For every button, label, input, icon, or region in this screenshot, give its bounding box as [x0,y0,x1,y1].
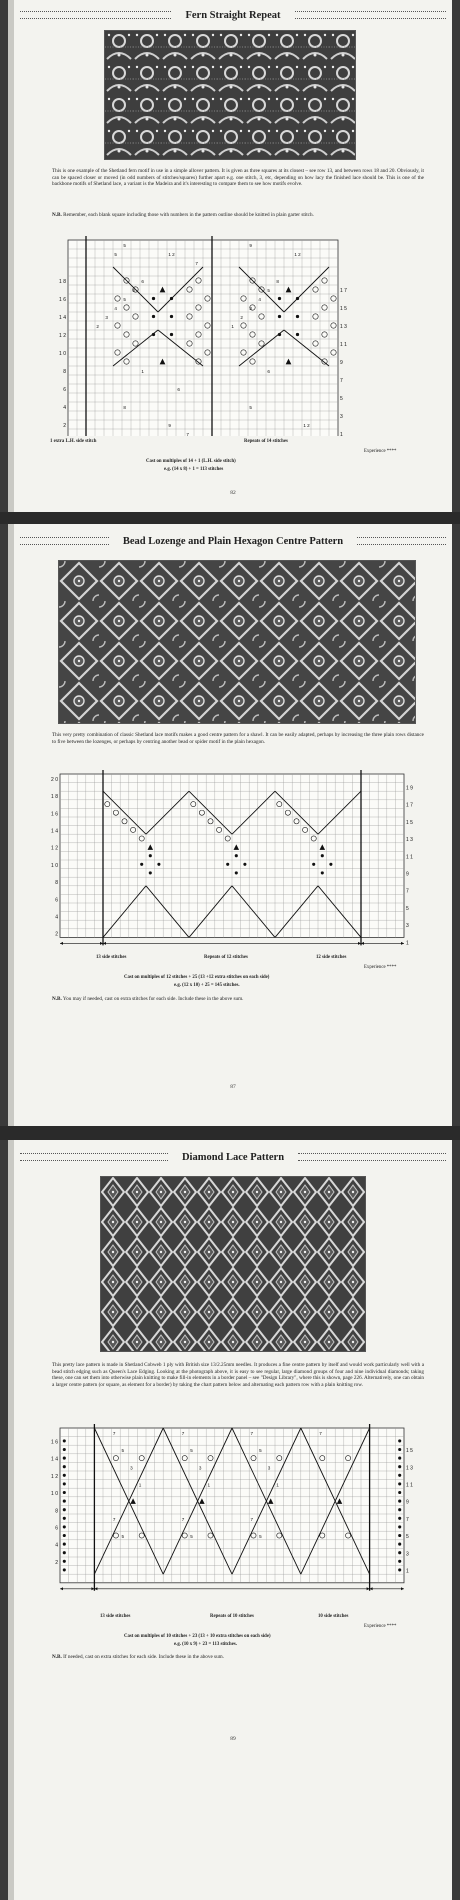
bead-symbol [170,333,173,336]
stitch-count-number: 5 [123,243,126,249]
row-number-right: 5 [406,905,409,912]
row-number-left: 2 [63,423,66,430]
row-number-left: 1 0 [51,1491,58,1498]
stitch-count-number: 5 [121,1448,125,1454]
stitch-count-number: 3 [105,315,108,321]
stitch-count-number: 3 [130,1465,133,1471]
stitch-count-number: 7 [319,1430,322,1436]
row-number-right: 1 [406,940,409,947]
title-ornament-right [295,11,446,19]
row-number-right: 5 [340,396,343,403]
nb-note [52,212,424,219]
bead-symbol [63,1517,66,1520]
stitch-count-number: 5 [249,405,252,411]
bead-symbol [329,863,332,866]
description-text: This pretty lace pattern is made in Shetland Cobweb 1 ply with British size 13/2.25mm needles. It produces a fine centre pattern by itself and would work particularly well with a bead stitch edging such as Queen's Lace Edging. Looking at the photograph above, it is easy to see regular, large diamond groups of four and nine individual diamonds; taking these, one can set them into otherwise plain knitting to make fill-in elements in a border panel – see "Design Library", where this is shown, page 226. Alternatively, one can obtain a larger centre pattern (or square, as element for a border) by taking the chart pattern below and alternating each pattern row with a plain knitting row. [52,1362,424,1388]
bead-symbol [321,871,324,874]
stitch-count-number: 7 [181,1430,185,1436]
row-number-right: 1 [406,1568,409,1575]
bead-symbol [398,1448,401,1451]
row-number-right: 5 [406,1534,409,1541]
bead-symbol [149,854,152,857]
bead-symbol [63,1525,66,1528]
knitting-chart [48,770,428,950]
bead-symbol [398,1457,401,1460]
page-number: 82 [230,490,236,496]
page-gap [0,1126,460,1140]
bead-symbol [63,1457,66,1460]
bead-symbol [398,1439,401,1442]
bead-symbol [63,1543,66,1546]
knitting-chart [48,1424,428,1610]
stitch-count-number: 8 [123,405,126,411]
example-text: e.g. (12 x 10) + 25 = 145 stitches. [174,983,240,988]
title-ornament-right [357,537,446,545]
row-number-right: 1 [340,432,343,436]
nb-text: Remember, each blank square including those with numbers in the pattern outline should be knitted in plain garter stitch. [63,212,314,218]
bead-symbol [63,1500,66,1503]
stitch-count-number: 6 [267,369,270,375]
experience-label: Experience **** [364,965,397,970]
bead-symbol [157,863,160,866]
page-title: Fern Straight Repeat [185,9,281,21]
row-number-right: 1 5 [406,1448,413,1455]
stitch-count-number: 5 [190,1448,193,1454]
stitch-count-number: 3 [267,1465,271,1471]
cast-on-text: Cast on multiples of 14 + 1 (L.H. side stitch) [146,459,236,464]
page-fern [8,0,452,512]
row-number-right: 9 [340,360,343,367]
row-number-right: 1 3 [406,837,413,844]
row-number-left: 4 [63,405,66,412]
nb-text: If needed, cast on extra stitches for each side. Include these in the above sum. [63,1654,225,1660]
bead-symbol [235,871,238,874]
example-text: e.g. (14 x 8) + 1 = 113 stitches [164,467,224,472]
stitch-count-number: 3 [198,1465,202,1471]
stitch-count-number: 1 2 [294,252,301,258]
bead-symbol [398,1482,401,1485]
stitch-count-number: 9 [249,243,252,249]
row-number-left: 1 2 [51,1473,58,1480]
stitch-count-number: 4 [258,297,261,303]
row-number-left: 1 0 [51,862,58,869]
bead-symbol [278,333,281,336]
stitch-count-number: 7 [112,1516,116,1522]
stitch-count-number: 5 [114,252,117,258]
row-number-right: 1 5 [340,306,347,313]
row-number-left: 6 [55,1525,58,1532]
stitch-count-number: 7 [195,261,198,267]
page-number: 87 [230,1084,236,1090]
row-number-left: 2 [55,1559,58,1566]
bead-symbol [321,854,324,857]
bead-symbol [63,1448,66,1451]
nb-label: N.B. [52,212,62,218]
stitch-count-number: 7 [112,1430,116,1436]
lace-photo [100,1176,366,1352]
stitch-count-number: 6 [177,387,180,393]
stitch-count-number: 1 [138,1482,142,1488]
experience-label: Experience **** [364,1624,397,1629]
stitch-count-number: 1 [207,1482,211,1488]
row-number-left: 8 [55,880,58,887]
stitch-count-number: 5 [267,288,270,294]
row-number-left: 1 2 [51,845,58,852]
row-number-right: 1 3 [340,324,347,331]
bead-symbol [170,297,173,300]
left-side-label: 13 side stitches [96,955,127,960]
bead-symbol [63,1534,66,1537]
chart-grid [48,234,428,436]
grid-lines [60,1424,404,1591]
stitch-count-number: 6 [132,288,135,294]
nb-note [52,1654,424,1661]
row-number-right: 1 1 [406,854,413,861]
title-row [14,530,452,552]
bead-symbol [398,1465,401,1468]
lace-photo [58,560,416,724]
title-ornament-left [20,537,109,545]
row-number-right: 9 [406,1499,409,1506]
bead-symbol [140,863,143,866]
nb-text: You may if needed, cast on extra stitches for each side. Include these in the above sum. [62,996,244,1002]
row-number-left: 1 8 [59,279,66,286]
row-number-right: 3 [406,923,409,930]
bead-symbol [398,1525,401,1528]
bead-symbol [63,1491,66,1494]
bead-symbol [398,1560,401,1563]
stitch-count-number: 2 [240,315,243,321]
row-number-left: 6 [63,387,66,394]
stitch-count-number: 6 [141,279,144,285]
cast-on-text: Cast on multiples of 10 stitches + 23 (13 + 10 extra stitches on each side) [124,1634,271,1639]
bead-symbol [63,1439,66,1442]
row-number-right: 1 1 [340,342,347,349]
left-side-label: 13 side stitches [100,1614,131,1619]
row-number-left: 1 6 [51,811,58,818]
bead-symbol [296,297,299,300]
bead-symbol [278,315,281,318]
bead-symbol [63,1474,66,1477]
title-ornament-left [20,1153,168,1161]
row-number-right: 1 7 [340,288,347,295]
row-number-left: 1 8 [51,794,58,801]
bead-symbol [398,1568,401,1571]
stitch-count-number: 5 [123,297,126,303]
stitch-count-number: 5 [259,1448,262,1454]
bead-symbol [63,1551,66,1554]
row-number-left: 2 [55,931,58,938]
repeat-label: Repeats of 12 stitches [204,955,248,960]
stitch-count-number: 7 [250,1516,254,1522]
description-text: This very pretty combination of classic Shetland lace motifs makes a good centre pattern for a shawl. It can be easily adapted, perhaps by increasing the three plain rows distance to five between the lozenges, or perhaps by centring another bead or spider motif in the plain hexagon. [52,732,424,745]
row-number-left: 4 [55,1542,58,1549]
nb-note [52,996,424,1003]
bead-symbol [226,863,229,866]
stitch-count-number: 3 [249,306,252,312]
row-number-left: 1 4 [51,1456,58,1463]
bead-symbol [63,1482,66,1485]
stitch-count-number: 1 2 [303,423,310,429]
row-number-right: 3 [340,414,343,421]
title-row [14,4,452,26]
row-number-left: 1 6 [59,297,66,304]
experience-label: Experience **** [364,449,397,454]
stitch-count-number: 7 [186,432,189,436]
stitch-count-number: 7 [250,1430,254,1436]
bead-symbol [398,1508,401,1511]
row-number-right: 1 9 [406,785,413,792]
row-number-right: 1 1 [406,1482,413,1489]
bead-symbol [235,854,238,857]
stitch-count-number: 1 2 [168,252,175,258]
row-number-left: 2 0 [51,776,58,783]
stitch-count-number: 1 [276,1482,279,1488]
row-number-right: 9 [406,871,409,878]
row-number-right: 1 5 [406,819,413,826]
stitch-count-number: 4 [114,306,117,312]
lace-photo [104,30,356,160]
page-bead-lozenge [8,524,452,1126]
title-ornament-left [20,11,171,19]
bead-symbol [398,1543,401,1546]
knitting-chart [48,234,428,436]
bead-symbol [296,333,299,336]
repeat-label: Repeats of 10 stitches [210,1614,254,1619]
row-number-left: 8 [63,369,66,376]
stitch-count-number: 5 [259,1534,262,1540]
bead-symbol [149,871,152,874]
repeat-label: Repeats of 14 stitches [244,439,288,444]
bead-symbol [398,1551,401,1554]
stitch-count-number: 8 [276,279,279,285]
bead-symbol [63,1560,66,1563]
row-number-left: 1 4 [59,315,66,322]
page-title: Diamond Lace Pattern [181,1151,285,1163]
bead-symbol [398,1474,401,1477]
page-diamond-lace [8,1140,452,1900]
row-number-left: 8 [55,1508,58,1515]
row-number-right: 3 [406,1551,409,1558]
nb-label: N.B. [52,1654,62,1660]
bead-symbol [152,297,155,300]
bead-symbol [243,863,246,866]
nb-label: N.B. [52,996,62,1002]
row-number-right: 1 3 [406,1465,413,1472]
row-number-left: 1 6 [51,1439,58,1446]
left-side-label: 1 extra L.H. side stitch [50,439,97,444]
stitch-count-number: 1 [141,369,144,375]
bead-symbol [312,863,315,866]
row-number-right: 7 [340,378,343,385]
row-number-right: 7 [406,888,409,895]
stitch-count-number: 5 [190,1534,193,1540]
example-text: e.g. (10 x 9) + 23 = 113 stitches. [174,1642,237,1647]
description-text: This is one example of the Shetland fern motif in use in a simple allover pattern. It is given as three squares at its closest – see row 13, and between rows 18 and 20. Obviously, it can be spaced closer or moved (in odd numbers of stitches/squares) further apart e.g. one stitch, 3, etc, depending on how lacy the finished lace should be. This is one of the backbone motifs of Shetland lace, a variant is the Madeira and it's interesting to compare them to see how motifs evolve. [52,168,424,188]
bead-symbol [296,315,299,318]
row-number-right: 1 7 [406,802,413,809]
title-row [14,1146,452,1168]
stitch-count-number: 1 [231,324,234,330]
page-number: 89 [230,1736,236,1742]
chart-grid [48,770,428,950]
bead-symbol [152,315,155,318]
bead-symbol [398,1534,401,1537]
bead-symbol [63,1465,66,1468]
stitch-count-number: 2 [96,324,99,330]
right-side-label: 12 side stitches [316,955,347,960]
bead-symbol [398,1500,401,1503]
right-side-label: 10 side stitches [318,1614,349,1619]
chart-grid [48,1424,428,1610]
stitch-count-number: 7 [181,1516,185,1522]
stitch-count-number: 5 [121,1534,125,1540]
cast-on-text: Cast on multiples of 12 stitches + 25 (13 +12 extra stitches on each side) [124,975,270,980]
page-title: Bead Lozenge and Plain Hexagon Centre Pattern [122,535,344,547]
row-number-left: 1 0 [59,351,66,358]
page-gap [0,512,460,524]
row-number-left: 4 [55,914,58,921]
stitch-count-number: 9 [168,423,171,429]
row-number-left: 1 2 [59,333,66,340]
grid-lines [60,770,404,945]
row-number-right: 7 [406,1516,409,1523]
row-number-left: 1 4 [51,828,58,835]
bead-symbol [63,1508,66,1511]
bead-symbol [63,1568,66,1571]
bead-symbol [152,333,155,336]
bead-symbol [278,297,281,300]
bead-symbol [398,1491,401,1494]
row-number-left: 6 [55,897,58,904]
bead-symbol [170,315,173,318]
bead-symbol [398,1517,401,1520]
title-ornament-right [298,1153,446,1161]
